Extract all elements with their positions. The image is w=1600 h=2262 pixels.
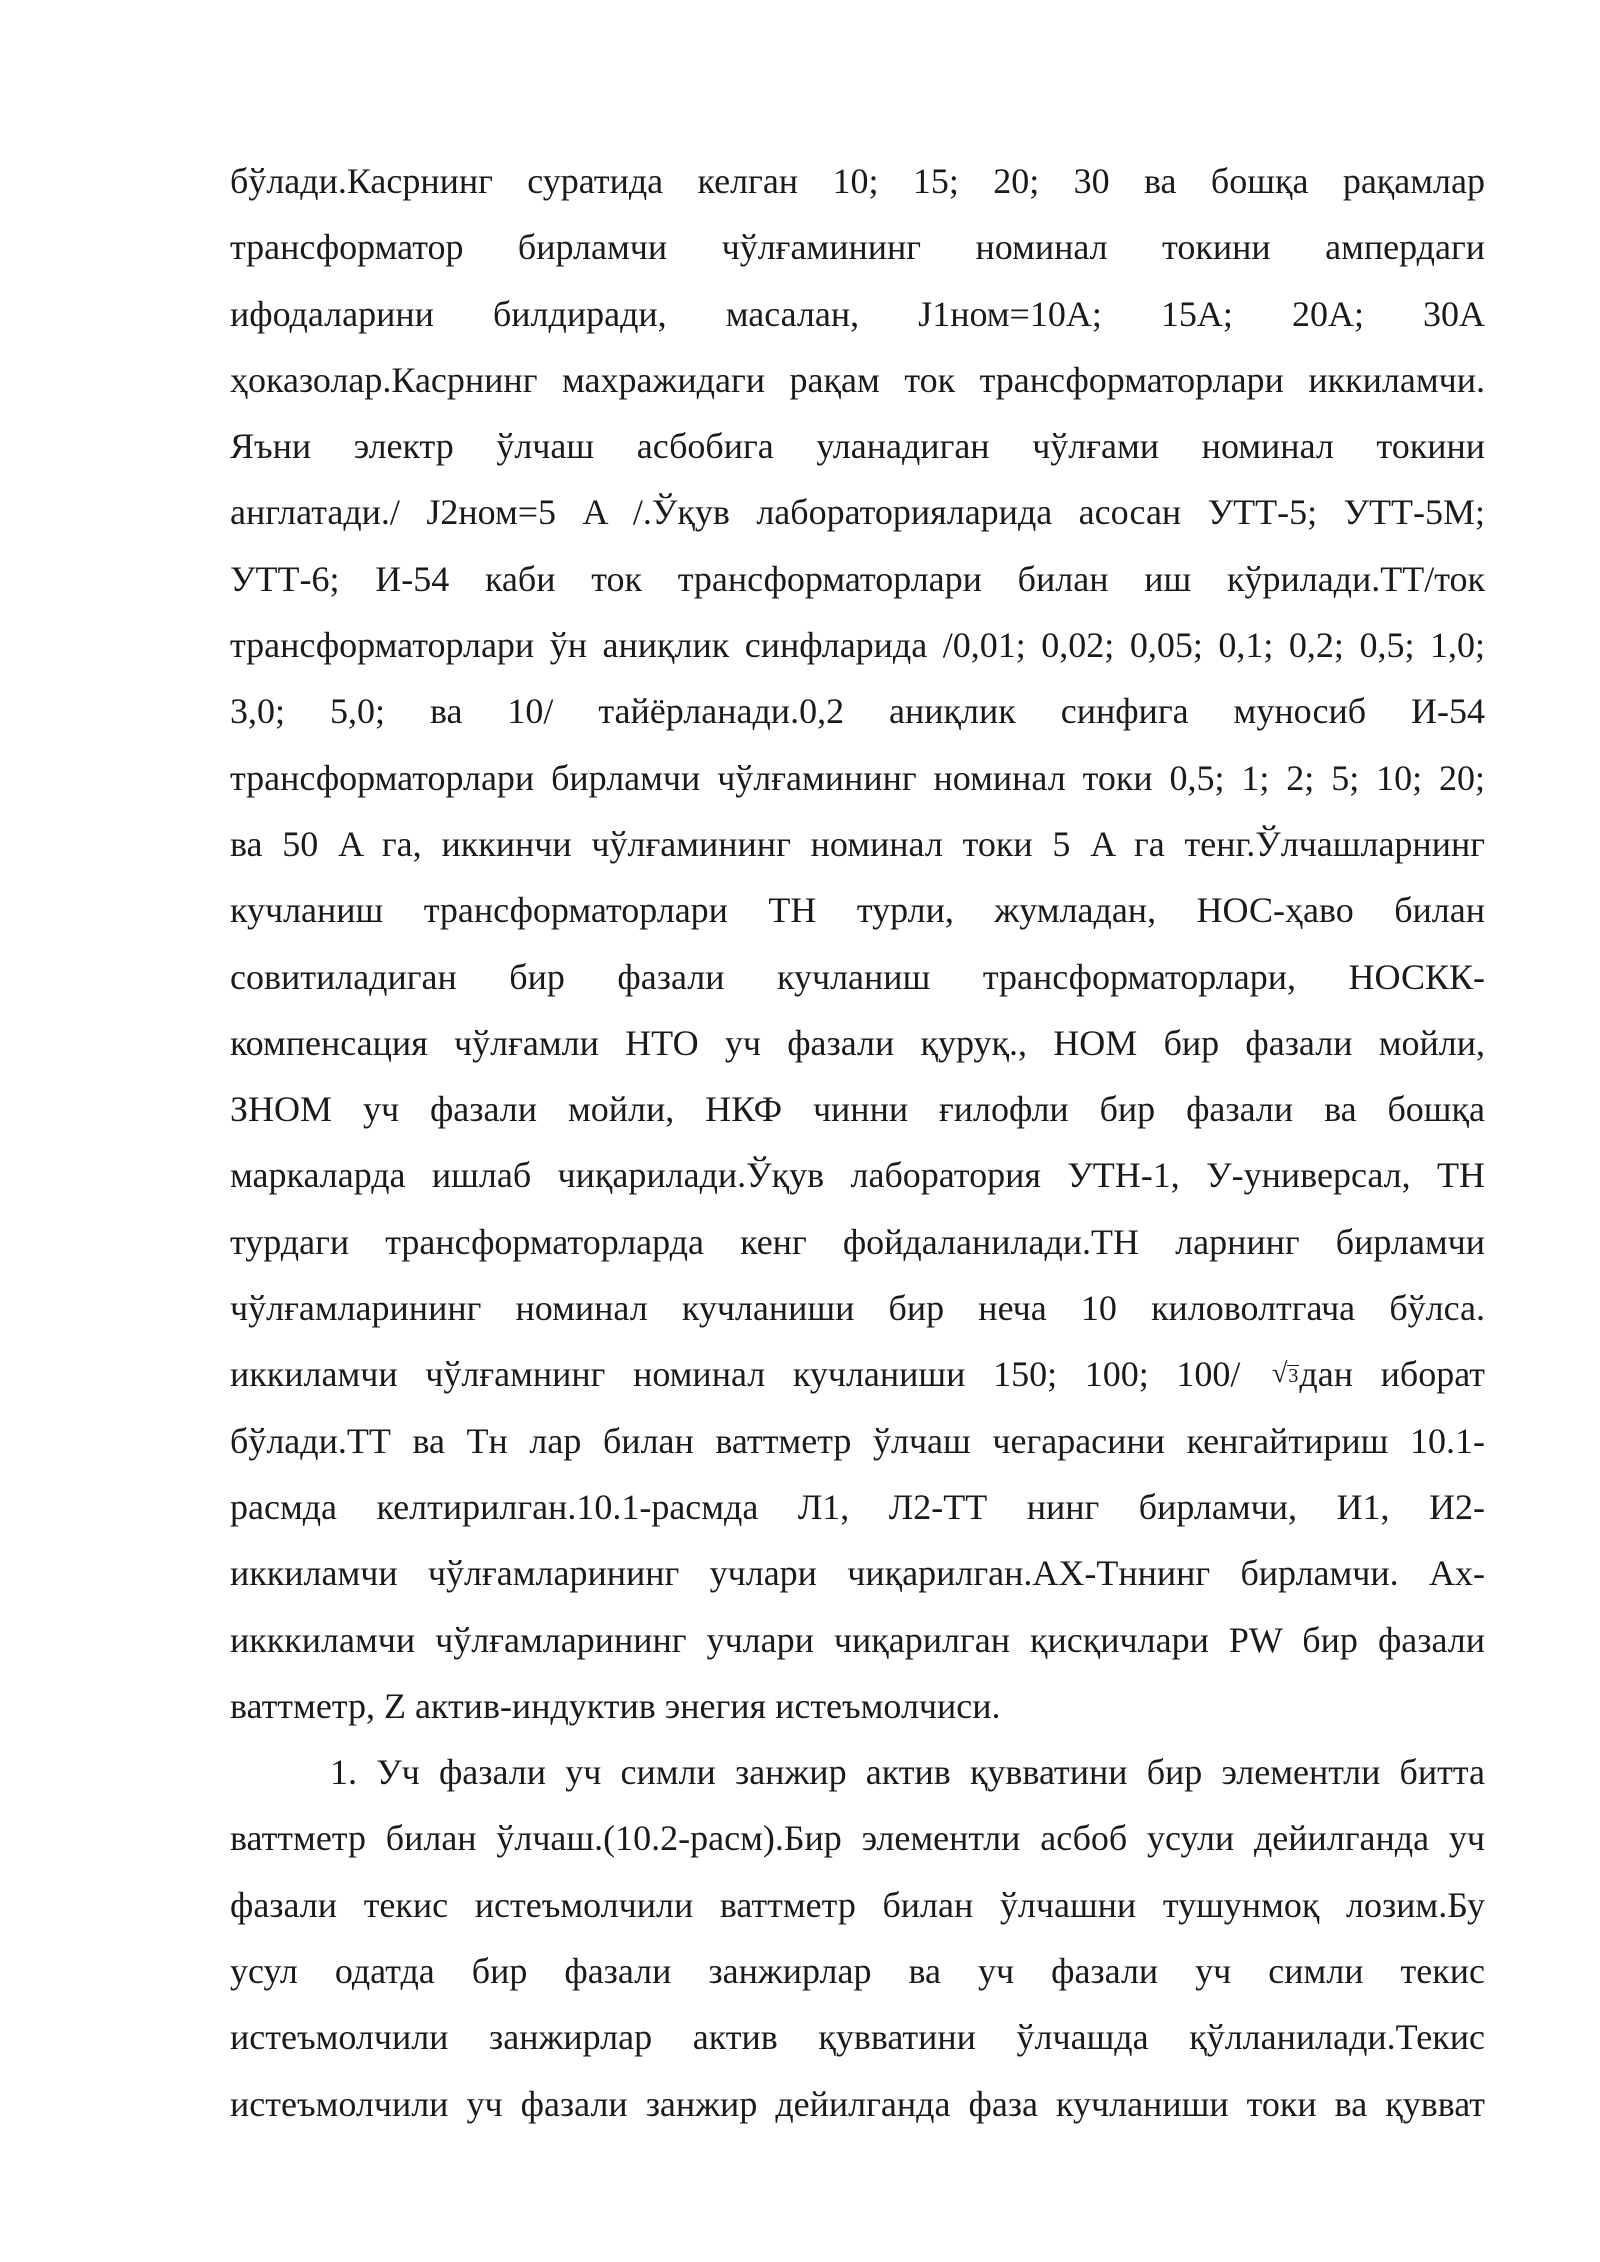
sqrt-line-after: дан иборат xyxy=(1299,1354,1485,1395)
text-line-with-sqrt xyxy=(230,1341,1485,1407)
text-line: трансформаторлари ўн аниқлик синфларида /0,01; 0,02; 0,05; 0,1; 0,2; 0,5; 1,0; xyxy=(230,625,1485,666)
text-line: 3,0; 5,0; ва 10/ тайёрланади.0,2 аниқлик синфига муносиб И-54 xyxy=(230,691,1485,732)
text-line: ва 50 A га, иккинчи чўлғамининг номинал токи 5 A га тенг.Ўлчашларнинг xyxy=(230,823,1485,864)
text-line: усул одатда бир фазали занжирлар ва уч фазали уч симли текис xyxy=(230,1951,1485,1992)
sqrt-line-before: иккиламчи чўлғамнинг номинал кучланиши 150; 100; 100/ xyxy=(230,1354,1241,1395)
radicand: 3 xyxy=(1288,1365,1299,1388)
text-line: истеъмолчили уч фазали занжир дейилганда фаза кучланиши токи ва қувват xyxy=(230,2083,1485,2124)
text-line: совитиладиган бир фазали кучланиш трансформаторлари, НОСКК- xyxy=(230,956,1485,997)
square-root-symbol xyxy=(1268,1360,1299,1388)
text-line: истеъмолчили занжирлар актив қувватини ўлчашда қўлланилади.Текис xyxy=(230,2017,1485,2058)
text-line: икккиламчи чўлғамларининг учлари чиқарилган қисқичлари PW бир фазали xyxy=(230,1619,1485,1660)
text-line: иккиламчи чўлғамларининг учлари чиқарилган.АХ-Тннинг бирламчи. Ах- xyxy=(230,1553,1485,1594)
text-line: фазали текис истеъмолчили ваттметр билан ўлчашни тушунмоқ лозим.Бу xyxy=(230,1884,1485,1925)
text-line: ҳоказолар.Касрнинг махражидаги рақам ток трансформаторлари иккиламчи. xyxy=(230,359,1485,400)
text-line: ваттметр билан ўлчаш.(10.2-расм).Бир элементли асбоб усули дейилганда уч xyxy=(230,1818,1485,1859)
text-line: расмда келтирилган.10.1-расмда Л1, Л2-ТТ нинг бирламчи, И1, И2- xyxy=(230,1486,1485,1527)
text-line: турдаги трансформаторларда кенг фойдаланилади.ТН ларнинг бирламчи xyxy=(230,1221,1485,1262)
text-line: англатади./ J2ном=5 A /.Ўқув лабораторияларида асосан УТТ-5; УТТ-5М; xyxy=(230,492,1485,533)
text-line: ифодаларини билдиради, масалан, J1ном=10A; 15A; 20A; 30A xyxy=(230,293,1485,334)
text-line: ЗНОМ уч фазали мойли, НКФ чинни ғилофли бир фазали ва бошқа xyxy=(230,1089,1485,1130)
text-line: компенсация чўлғамли НТО уч фазали қуруқ., НОМ бир фазали мойли, xyxy=(230,1022,1485,1063)
text-line: бўлади.Касрнинг суратида келган 10; 15; 20; 30 ва бошқа рақамлар xyxy=(230,161,1485,201)
text-line: трансформатор бирламчи чўлғамининг номинал токини ампердаги xyxy=(230,227,1485,268)
text-line: маркаларда ишлаб чиқарилади.Ўқув лаборатория УТН-1, У-универсал, ТН xyxy=(230,1155,1485,1196)
text-line: трансформаторлари бирламчи чўлғамининг номинал токи 0,5; 1; 2; 5; 10; 20; xyxy=(230,757,1485,798)
numbered-paragraph-first-line: 1. Уч фазали уч симли занжир актив қувватини бир элементли битта xyxy=(330,1752,1485,1793)
text-line: бўлади.ТТ ва Тн лар билан ваттметр ўлчаш чегарасини кенгайтириш 10.1- xyxy=(230,1420,1485,1461)
text-line: Яъни электр ўлчаш асбобига уланадиган чўлғами номинал токини xyxy=(230,426,1485,467)
text-line: кучланиш трансформаторлари ТН турли, жумладан, НОС-ҳаво билан xyxy=(230,890,1485,931)
text-line-last: ваттметр, Z актив-индуктив энегия истеъмолчиси. xyxy=(230,1685,1001,1726)
text-line: УТТ-6; И-54 каби ток трансформаторлари билан иш кўрилади.ТТ/ток xyxy=(230,558,1485,599)
text-line: чўлғамларининг номинал кучланиши бир неча 10 киловолтгача бўлса. xyxy=(230,1288,1485,1329)
body-text xyxy=(230,148,1485,2137)
radical-sign: √ xyxy=(1272,1358,1288,1390)
